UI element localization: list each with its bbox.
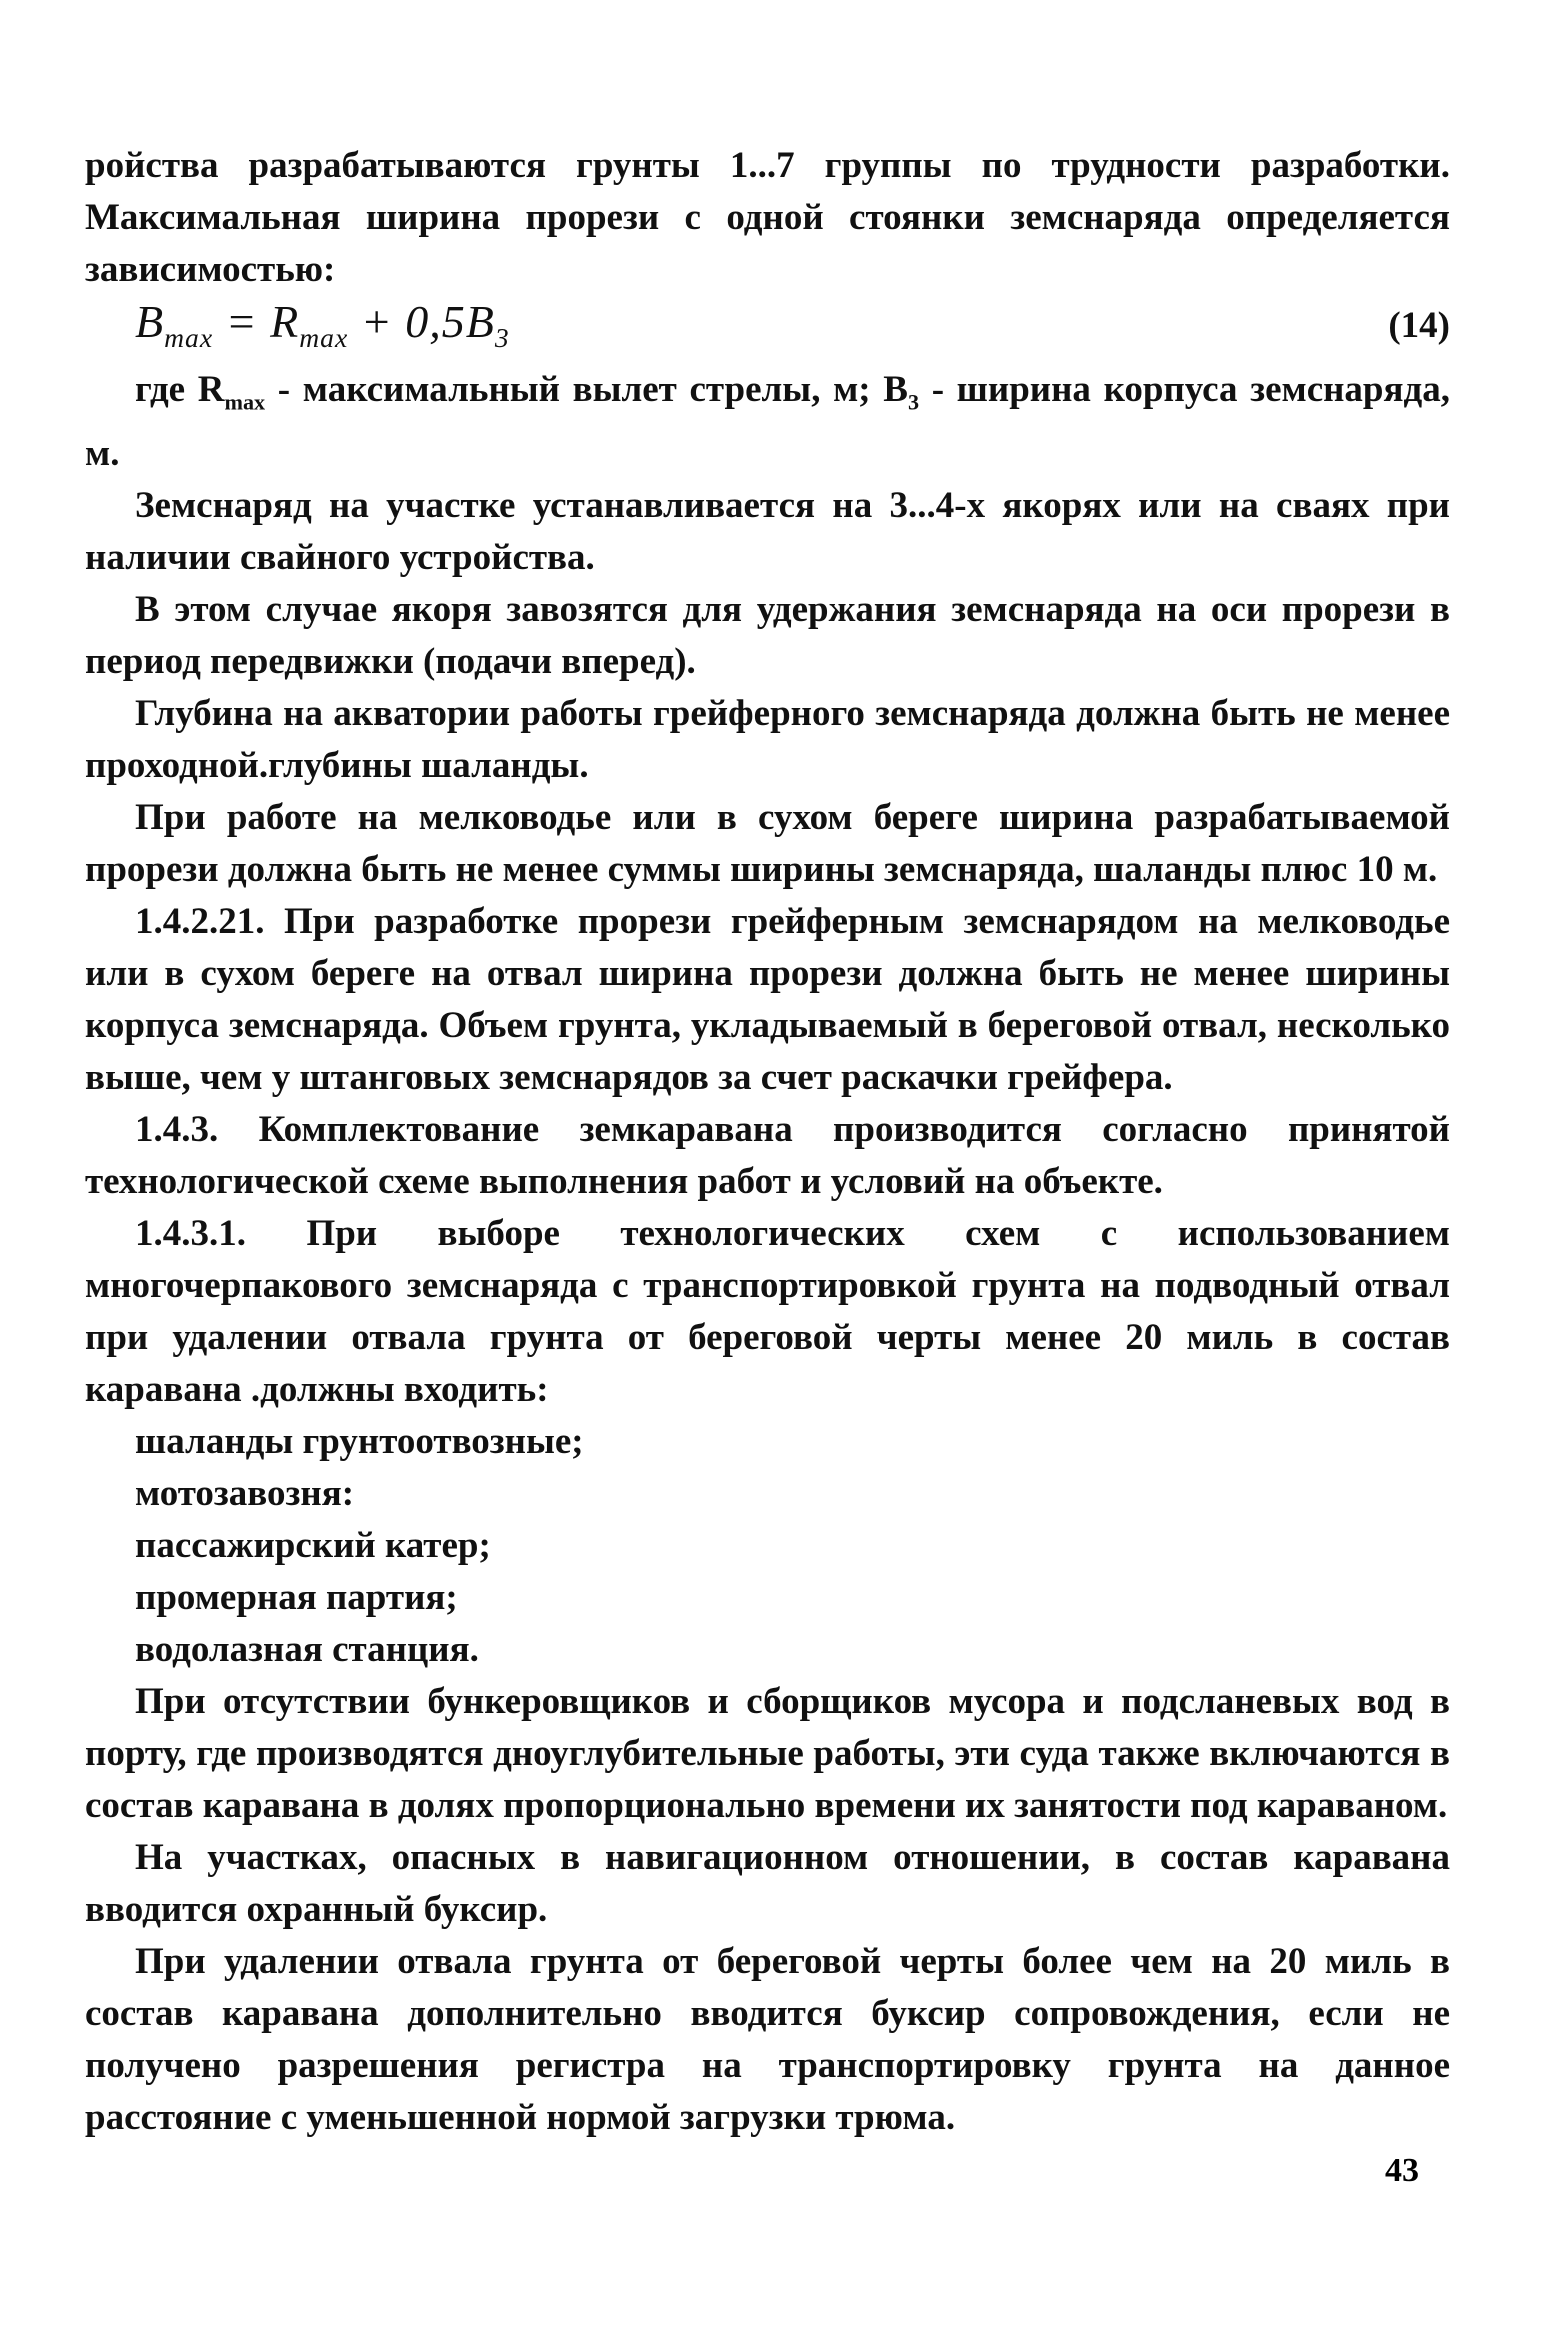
paragraph: На участках, опасных в навигационном отношении, в состав каравана вводится охранный буксир. xyxy=(85,1837,1450,1931)
paragraph: Глубина на акватории работы грейферного земснаряда должна быть не менее проходной.глубины шаланды. xyxy=(85,693,1450,787)
paragraph: При работе на мелководье или в сухом береге ширина разрабатываемой прорези должна быть не менее суммы ширины земснаряда, шаланды плюс 10 м. xyxy=(85,797,1450,891)
vessel-list xyxy=(135,1416,1450,1676)
paragraph: При удалении отвала грунта от береговой черты более чем на 20 миль в состав каравана дополнительно вводится буксир сопровождения, если не получено разрешения регистра на транспортировку грунта на данное расстояние с уменьшенной нормой загрузки трюма. xyxy=(85,1941,1450,2139)
paragraph: В этом случае якоря завозятся для удержания земснаряда на оси прорези в период передвижки (подачи вперед). xyxy=(85,589,1450,683)
list-item: водолазная станция. xyxy=(135,1629,479,1671)
paragraph: 1.4.2.21. При разработке прорези грейферным земснарядом на мелководье или в сухом береге на отвал ширина прорези должна быть не менее ширины корпуса земснаряда. Объем грунта, укладываемый в береговой отвал, несколько выше, чем у штанговых земснарядов за счет раскачки грейфера. xyxy=(85,901,1450,1099)
formula-14 xyxy=(85,296,1450,364)
list-item: мотозавозня: xyxy=(135,1473,355,1515)
paragraph: 1.4.3.1. При выборе технологических схем с использованием многочерпакового земснаряда с транспортировкой грунта на подводный отвал при удалении отвала грунта от береговой черты менее 20 миль в состав каравана .должны входить: xyxy=(85,1213,1450,1411)
list-item: пассажирский катер; xyxy=(135,1525,491,1567)
formula-expression: $B_{max} = R_{max} + 0,5B_3$ xyxy=(135,296,510,354)
paragraph: ройства разрабатываются грунты 1...7 группы по трудности разработки. Максимальная ширина прорези с одной стоянки земснаряда определяется зависимостью: xyxy=(85,145,1450,290)
document-page xyxy=(85,140,1450,2144)
formula-number: (14) xyxy=(1388,305,1450,346)
paragraph: 1.4.3. Комплектование земкаравана производится согласно принятой технологической схеме выполнения работ и условий на объекте. xyxy=(85,1109,1450,1203)
paragraph: Земснаряд на участке устанавливается на 3...4-х якорях или на сваях при наличии свайного устройства. xyxy=(85,485,1450,579)
list-item: промерная партия; xyxy=(135,1577,458,1619)
paragraph: При отсутствии бункеровщиков и сборщиков мусора и подсланевых вод в порту, где производятся дноуглубительные работы, эти суда также включаются в состав каравана в долях пропорционально времени их занятости под караваном. xyxy=(85,1681,1450,1827)
formula-where-paragraph: где $R_{max}$ - максимальный вылет стрелы, м; $B_3$ - ширина корпуса земснаряда, м. xyxy=(85,369,1450,475)
list-item: шаланды грунтоотвозные; xyxy=(135,1421,584,1463)
page-number: 43 xyxy=(1385,2152,1419,2189)
